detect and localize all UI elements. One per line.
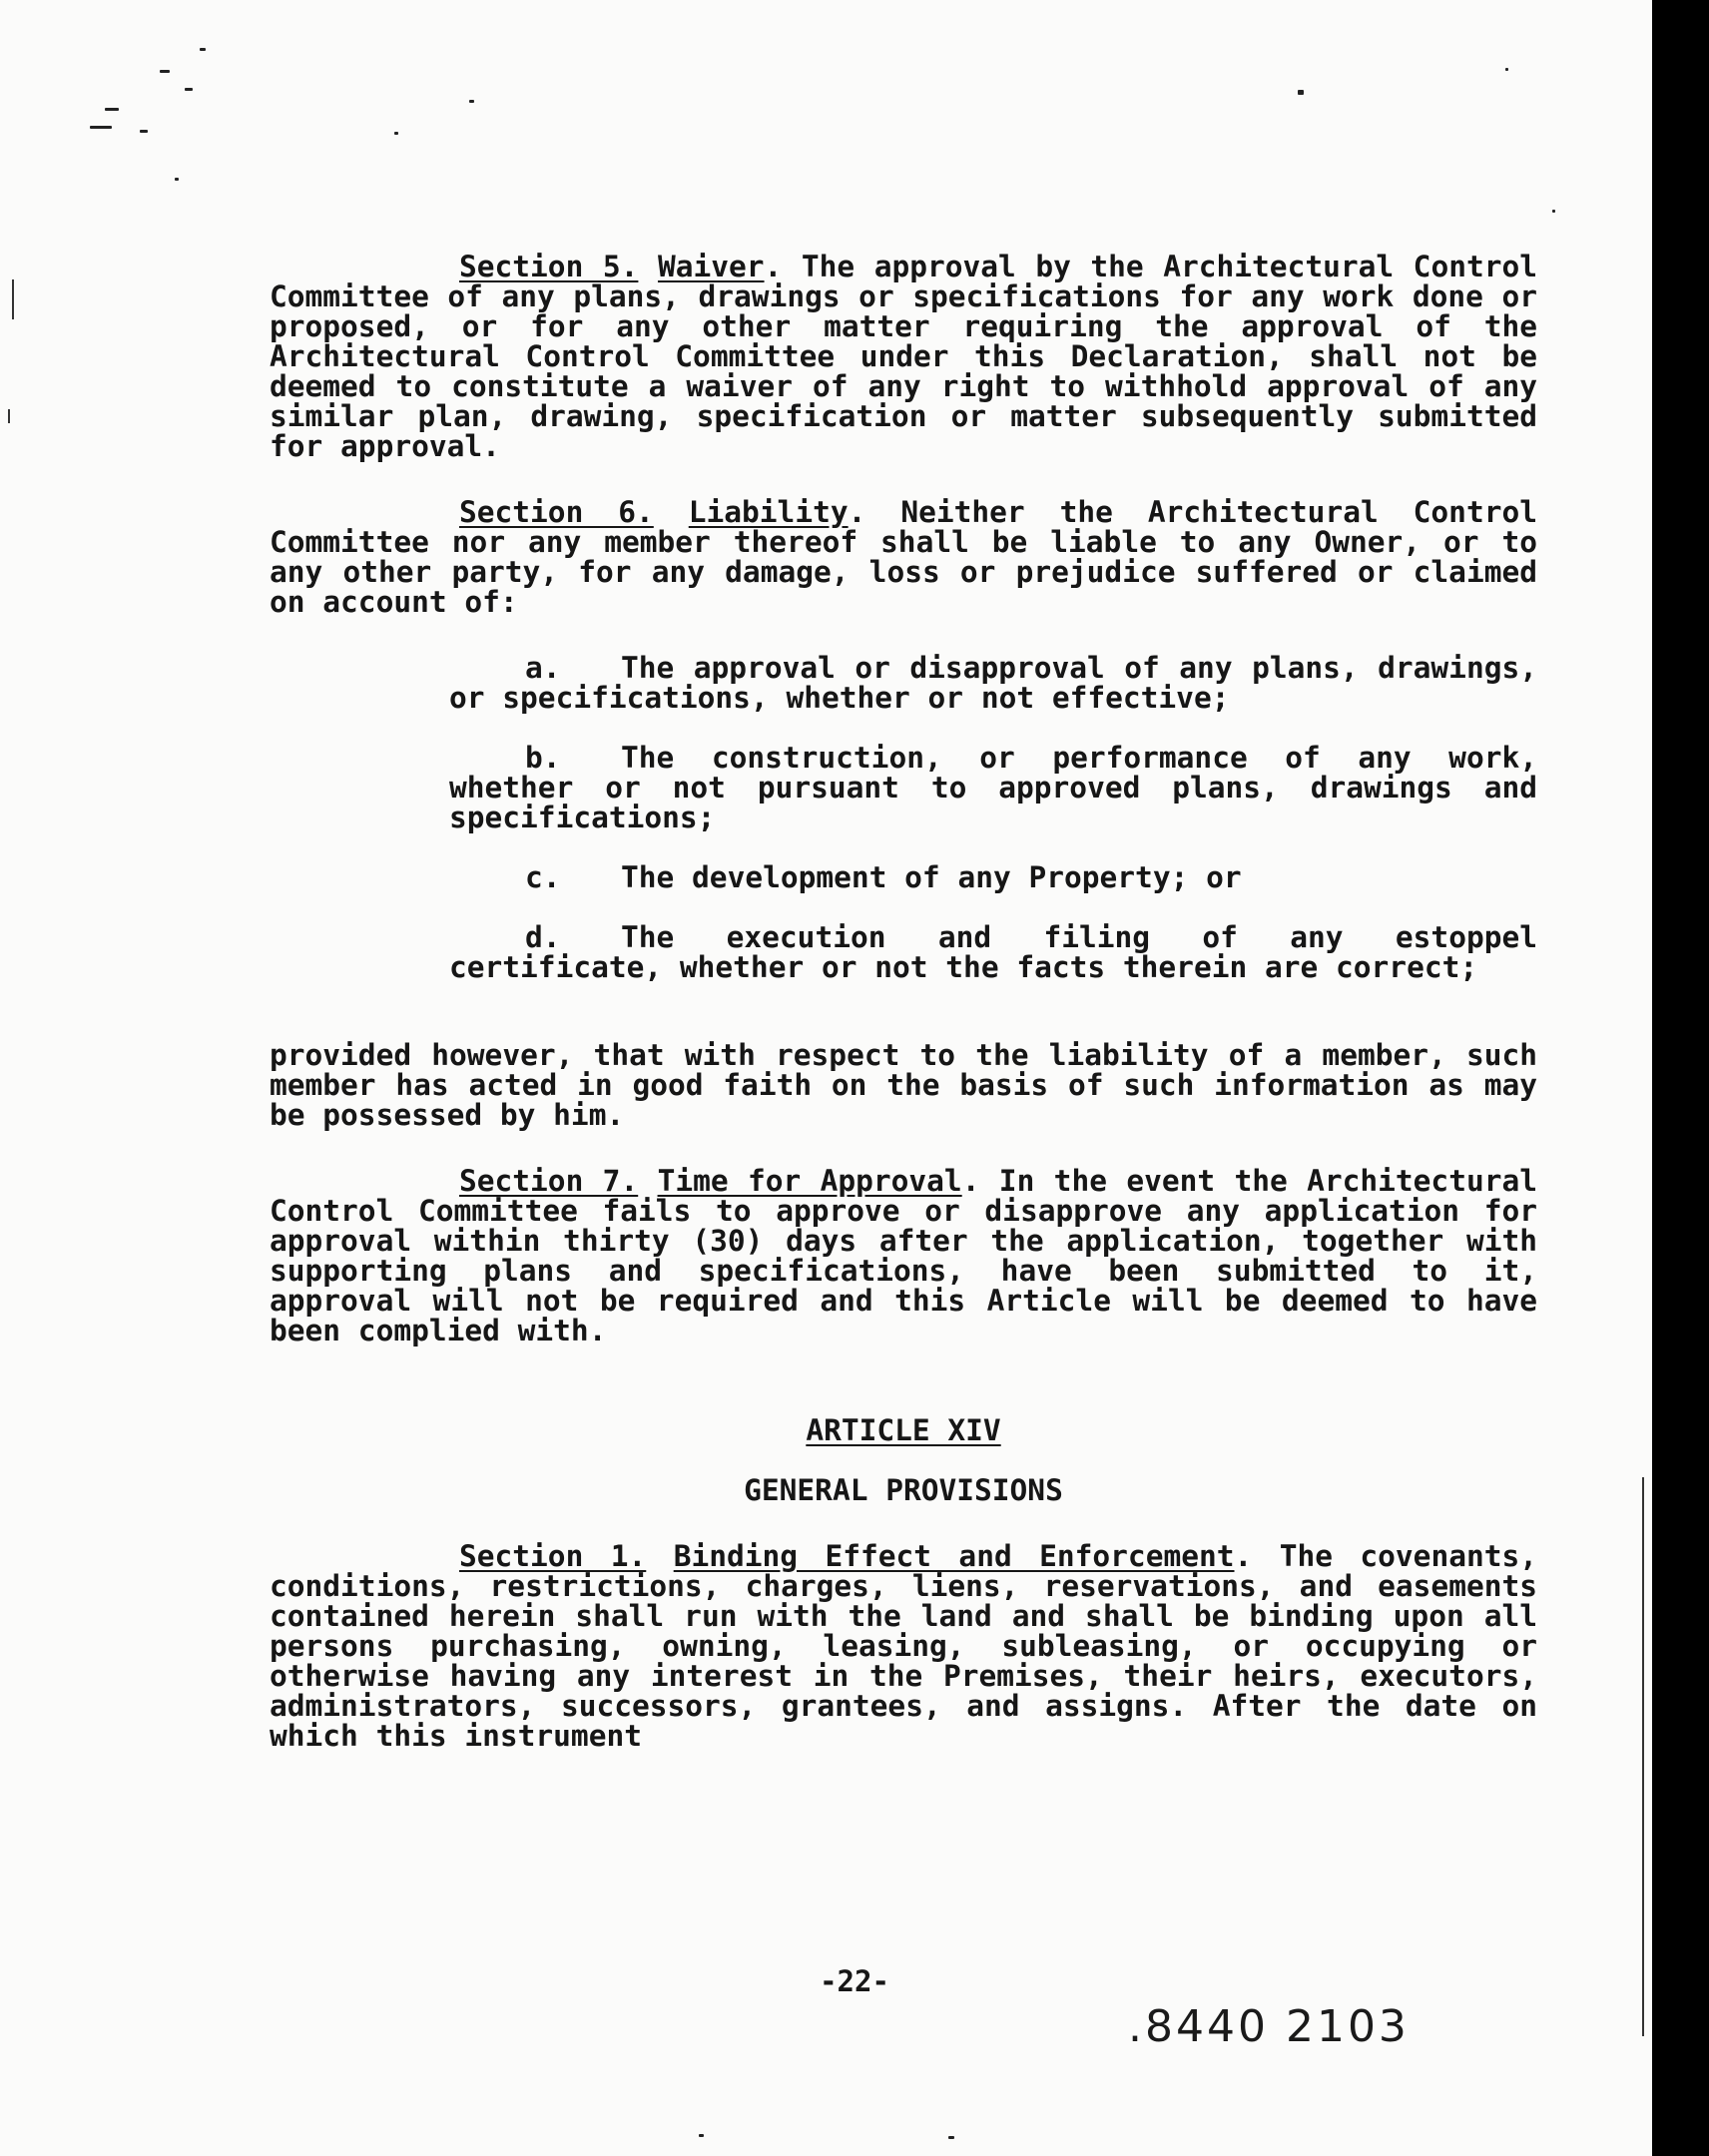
list-item: a. The approval or disapproval of any plans, drawings, or specifications, whether or not effective;	[449, 651, 1537, 715]
scan-speck	[1505, 68, 1508, 71]
section-5-paragraph	[270, 252, 1537, 461]
section-6-heading: Section 6.	[459, 495, 654, 529]
scan-speck	[160, 70, 170, 73]
scan-speck	[948, 2136, 954, 2139]
scan-edge-mark	[12, 279, 14, 319]
scan-speck	[699, 2134, 704, 2137]
article-section-1-paragraph	[270, 1541, 1537, 1751]
section-6-text: . Neither the Architectural Control Committee nor any member thereof shall be liable to any Owner, or to any other party, for any damage, loss or prejudice suffered or claimed on account of:	[270, 495, 1537, 619]
section-6-title: Liability	[688, 495, 849, 529]
scan-speck	[200, 48, 206, 51]
scan-speck	[1552, 210, 1555, 213]
list-item: c. The development of any Property; or	[525, 860, 1242, 894]
section-5-text: . The approval by the Architectural Control Committee of any plans, drawings or specifications for any work done or proposed, or for any other matter requiring the approval of the Architectural Control Committee under this Declaration, shall not be deemed to constitute a waiver of any right to withhold approval of any similar plan, drawing, specification or matter subsequently submitted for approval.	[270, 250, 1538, 463]
section-6-proviso: provided however, that with respect to the liability of a member, such member has acted in good faith on the basis of such information as may be possessed by him.	[270, 1038, 1537, 1132]
scan-speck	[185, 88, 193, 91]
section-7-text: . In the event the Architectural Control Committee fails to approve or disapprove any application for approval within thirty (30) days after the application, together with supporting plans and specifications, have been submitted to it, approval will not be required and this Article will be deemed to have been complied with.	[270, 1164, 1537, 1348]
list-item: b. The construction, or performance of any work, whether or not pursuant to approved plans, drawings and specifications;	[449, 741, 1537, 834]
document-body	[270, 252, 1537, 1787]
page-number: -22-	[820, 1964, 889, 1998]
scan-speck	[175, 178, 179, 181]
section-7-heading: Section 7.	[459, 1164, 639, 1198]
section-7-title: Time for Approval	[657, 1164, 962, 1198]
section-6-list	[449, 653, 1537, 982]
list-item: d. The execution and filing of any estoppel certificate, whether or not the facts therein are correct;	[449, 920, 1537, 984]
scan-edge-mark	[8, 409, 10, 423]
scan-edge-mark	[1642, 1477, 1644, 2036]
article-section-1-heading: Section 1.	[459, 1539, 647, 1573]
section-5-title: Waiver	[657, 250, 765, 283]
scan-speck	[90, 126, 112, 129]
section-5-heading: Section 5.	[459, 250, 639, 283]
document-number: .8440 2103	[1128, 2001, 1410, 2052]
article-section-1-title: Binding Effect and Enforcement	[673, 1539, 1235, 1573]
section-6-paragraph	[270, 497, 1537, 617]
scan-speck	[140, 130, 148, 133]
article-subtitle: GENERAL PROVISIONS	[744, 1473, 1063, 1507]
scan-speck	[1298, 90, 1304, 95]
section-7-paragraph	[270, 1166, 1537, 1346]
scan-speck	[394, 132, 398, 135]
scan-speck	[469, 100, 474, 103]
scan-speck	[105, 108, 119, 111]
article-title: ARTICLE XIV	[806, 1413, 1001, 1447]
article-section-1-text: . The covenants, conditions, restrictions, charges, liens, reservations, and easements contained herein shall run with the land and shall be binding upon all persons purchasing, owning, leasing, subleasing, or occupying or otherwise having any interest in the Premises, their heirs, executors, administrators, successors, grantees, and assigns. After the date on which this instrument	[270, 1539, 1538, 1753]
